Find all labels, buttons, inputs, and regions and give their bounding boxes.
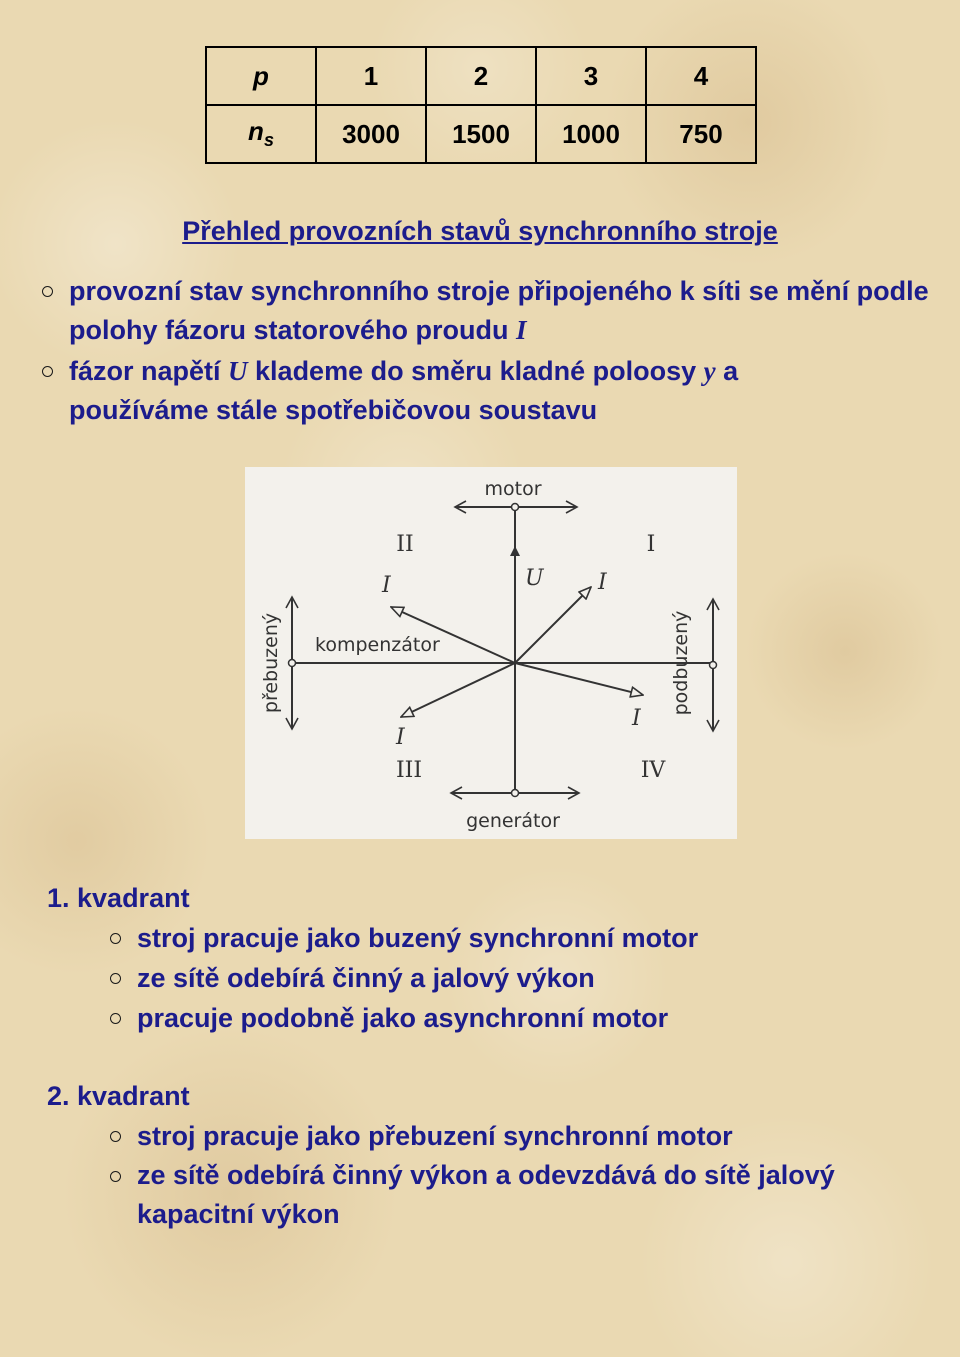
- voltage-label: U: [525, 566, 544, 591]
- list-item: [47, 1116, 927, 1156]
- quadrant-2-title: 2. kvadrant: [47, 1081, 190, 1111]
- generator-label: generátor: [466, 810, 560, 832]
- list-item: [47, 1156, 927, 1234]
- table-row: [206, 105, 756, 163]
- speed-symbol: n: [248, 116, 264, 147]
- quadrant-3-label: III: [395, 758, 423, 783]
- bullet-icon: [42, 366, 53, 377]
- list-item: [47, 958, 698, 998]
- table-cell: 1: [316, 47, 426, 105]
- list-item: [47, 918, 698, 958]
- intro-text: klademe do směru kladné poloosy: [247, 356, 704, 386]
- quadrant-1-section: [47, 878, 698, 1038]
- bullet-icon: [42, 286, 53, 297]
- intro-list: [40, 272, 949, 432]
- list-item-text: stroj pracuje jako buzený synchronní motor: [137, 923, 699, 953]
- pole-speed-table: [205, 46, 757, 164]
- voltage-symbol: U: [228, 356, 248, 386]
- table-cell: 3: [536, 47, 646, 105]
- list-item-text: pracuje podobně jako asynchronní motor: [137, 1003, 669, 1033]
- table-cell: 1000: [536, 105, 646, 163]
- list-item-text: ze sítě odebírá činný a jalový výkon: [137, 963, 595, 993]
- phasor-diagram: [245, 467, 737, 839]
- kompenzator-label: kompenzátor: [315, 634, 440, 656]
- list-item: [40, 352, 829, 429]
- phasor-diagram-svg: [245, 467, 737, 839]
- list-item: [40, 272, 949, 349]
- table-cell: 2: [426, 47, 536, 105]
- current-label: I: [632, 706, 641, 731]
- bullet-icon: [110, 1013, 121, 1024]
- speed-subscript: s: [263, 130, 274, 151]
- current-symbol: I: [516, 314, 527, 345]
- quadrant-1-title: 1. kvadrant: [47, 883, 190, 913]
- pole-pairs-header: p: [206, 47, 316, 105]
- bullet-icon: [110, 1131, 121, 1142]
- bullet-icon: [110, 973, 121, 984]
- quadrant-2-list: [47, 1116, 927, 1234]
- table-cell: 4: [646, 47, 756, 105]
- intro-text: provozní stav synchronního stroje připojeného k síti se mění podle polohy fázoru statorového proudu: [69, 276, 929, 345]
- prebuzeny-label: přebuzený: [260, 612, 282, 714]
- current-label: I: [382, 573, 391, 598]
- axis-symbol: y: [703, 356, 716, 386]
- quadrant-2-label: II: [396, 532, 414, 557]
- podbuzeny-label: podbuzený: [670, 610, 692, 716]
- current-phasor-q3: [401, 663, 515, 717]
- intro-text: fázor napětí: [69, 356, 229, 386]
- motor-label: motor: [484, 478, 542, 500]
- list-item: [47, 998, 698, 1038]
- table-cell: 750: [646, 105, 756, 163]
- table-cell: 3000: [316, 105, 426, 163]
- bullet-icon: [110, 1171, 121, 1182]
- current-label: I: [396, 725, 405, 750]
- table-cell: 1500: [426, 105, 536, 163]
- current-label: I: [598, 570, 607, 595]
- current-phasor-q4: [515, 663, 643, 695]
- section-heading: Přehled provozních stavů synchronního stroje: [182, 216, 778, 246]
- quadrant-1-label: I: [646, 532, 656, 557]
- synchronous-speed-header: [206, 105, 316, 163]
- bullet-icon: [110, 933, 121, 944]
- intro-text: a používáme stále spotřebičovou soustavu: [69, 356, 739, 425]
- quadrant-4-label: IV: [640, 758, 666, 783]
- list-item-text: stroj pracuje jako přebuzení synchronní motor: [137, 1121, 733, 1151]
- current-phasor-q1: [515, 587, 591, 663]
- table-row: [206, 47, 756, 105]
- quadrant-1-list: [47, 918, 698, 1038]
- list-item-text: ze sítě odebírá činný výkon a odevzdává do sítě jalový kapacitní výkon: [137, 1160, 835, 1229]
- quadrant-2-section: [47, 1076, 927, 1234]
